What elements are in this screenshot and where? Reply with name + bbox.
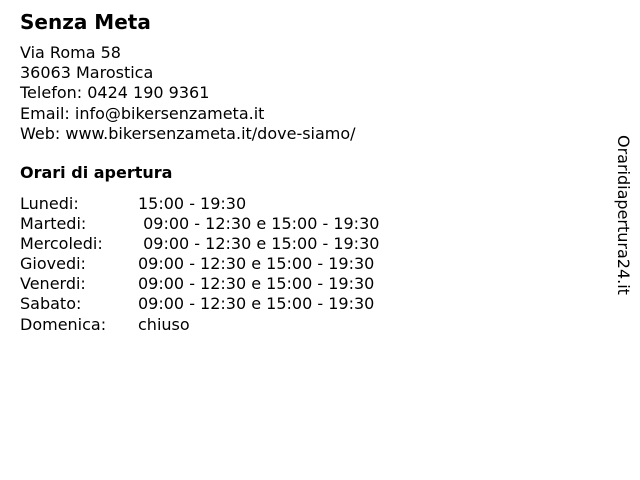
day-label: Domenica: [20, 314, 107, 334]
day-hours: 09:00 - 12:30 e 15:00 - 19:30 [138, 214, 380, 234]
hours-row-saturday [20, 294, 379, 314]
website-url: Web: www.bikersenzameta.it/dove-siamo/ [20, 123, 356, 143]
phone-number: Telefon: 0424 190 9361 [20, 83, 210, 103]
hours-row-sunday [20, 315, 379, 335]
day-hours: 09:00 - 12:30 e 15:00 - 19:30 [138, 254, 375, 274]
hours-heading: Orari di apertura [20, 163, 173, 182]
site-brand-vertical: Oraridiapertura24.it [614, 135, 633, 295]
contact-block [20, 43, 356, 144]
business-name: Senza Meta [20, 10, 151, 34]
day-label: Martedi: [20, 214, 87, 234]
day-hours: 09:00 - 12:30 e 15:00 - 19:30 [138, 294, 375, 314]
day-label: Sabato: [20, 294, 82, 314]
day-label: Venerdi: [20, 274, 86, 294]
day-hours: 09:00 - 12:30 e 15:00 - 19:30 [138, 234, 380, 254]
hours-row-tuesday [20, 214, 379, 234]
hours-row-wednesday [20, 234, 379, 254]
day-label: Mercoledi: [20, 234, 103, 254]
email-address: Email: info@bikersenzameta.it [20, 103, 265, 123]
day-hours: 15:00 - 19:30 [138, 194, 247, 213]
day-label: Giovedi: [20, 254, 86, 274]
hours-row-thursday [20, 254, 379, 274]
hours-table [20, 194, 379, 335]
day-hours: 09:00 - 12:30 e 15:00 - 19:30 [138, 274, 375, 294]
address-city: 36063 Marostica [20, 63, 154, 83]
day-label: Lunedi: [20, 194, 79, 213]
day-hours: chiuso [138, 314, 190, 334]
address-street: Via Roma 58 [20, 43, 121, 62]
hours-row-monday [20, 194, 379, 214]
hours-row-friday [20, 274, 379, 294]
